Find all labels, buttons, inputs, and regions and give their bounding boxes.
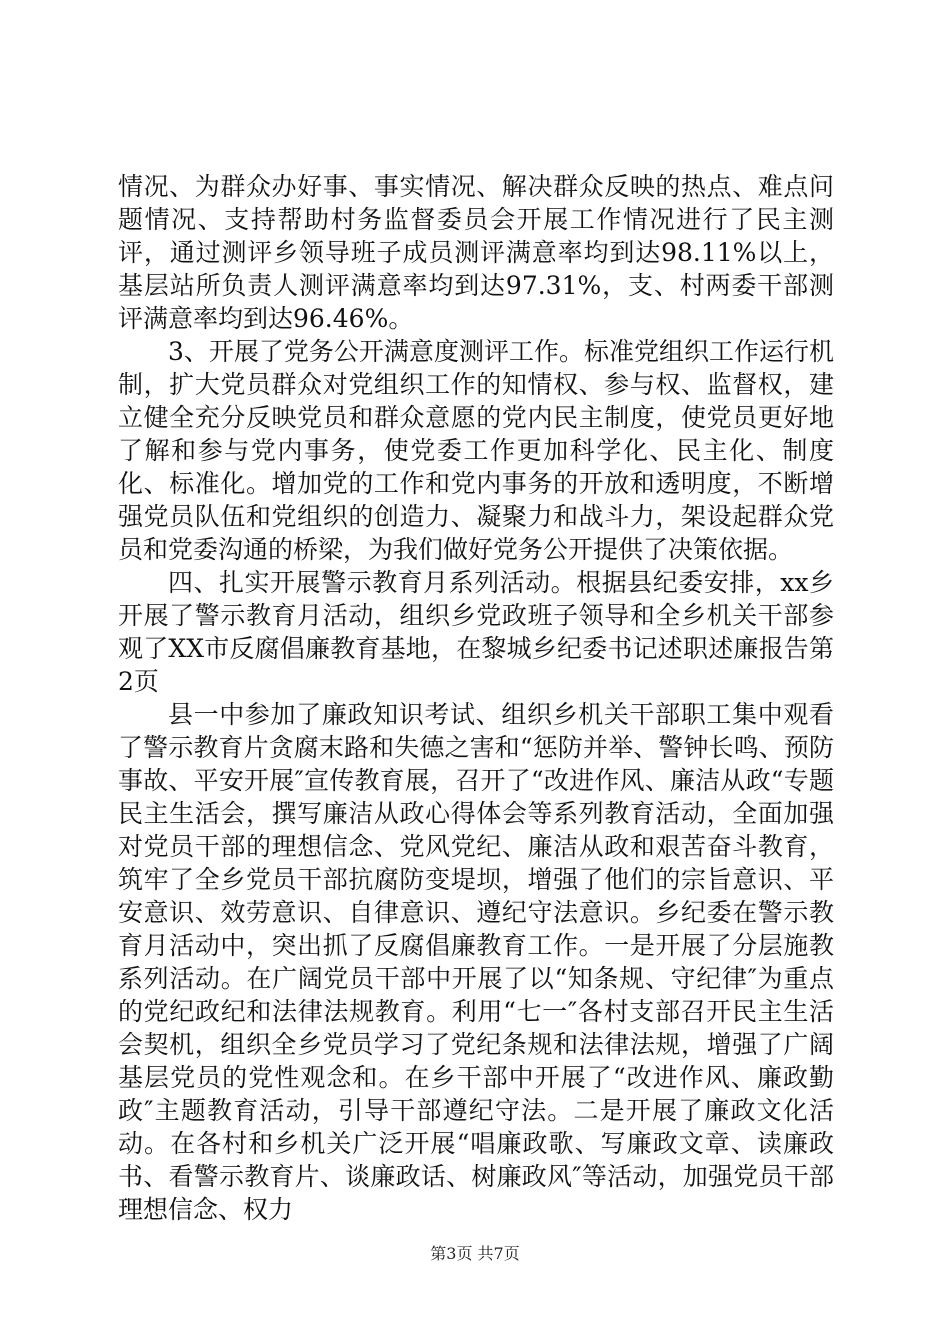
- paragraph-integrity-education: 县一中参加了廉政知识考试、组织乡机关干部职工集中观看了警示教育片贪腐末路和失德之害和“惩防并举、警钟长鸣、预防事故、平安开展″宣传教育展，召开了“改进作风、廉洁从政“专题民主生活会，撰写廉洁从政心得体会等系列教育活动，全面加强对党员干部的理想信念、党风党纪、廉洁从政和艰苦奋斗教育，筑牢了全乡党员干部抗腐防变堤坝，增强了他们的宗旨意识、平安意识、效劳意识、自律意识、遵纪守法意识。乡纪委在警示教育月活动中，突出抓了反腐倡廉教育工作。一是开展了分层施教系列活动。在广阔党员干部中开展了以“知条规、守纪律″为重点的党纪政纪和法律法规教育。利用“七一″各村支部召开民主生活会契机，组织全乡党员学习了党纪条规和法律法规，增强了广阔基层党员的党性观念和。在乡干部中开展了“改进作风、廉政勤政″主题教育活动，引导干部遵纪守法。二是开展了廉政文化活动。在各村和乡机关广泛开展“唱廉政歌、写廉政文章、读廉政书、看警示教育片、谈廉政话、树廉政风″等活动，加强党员干部理想信念、权力: [118, 700, 834, 1224]
- paragraph-warning-education-month: 四、扎实开展警示教育月系列活动。根据县纪委安排，xx乡开展了警示教育月活动，组织乡党政班子领导和全乡机关干部参观了XX市反腐倡廉教育基地，在黎城乡纪委书记述职述廉报告第2页: [118, 568, 834, 696]
- page-footer: [0, 1244, 950, 1264]
- document-body: [118, 170, 834, 1226]
- page-number-label: 第3页 共7页: [430, 1244, 520, 1263]
- paragraph-party-affairs-survey: 3、开展了党务公开满意度测评工作。标准党组织工作运行机制，扩大党员群众对党组织工作的知情权、参与权、监督权，建立健全充分反映党员和群众意愿的党内民主制度，使党员更好地了解和参与党内事务，使党委工作更加科学化、民主化、制度化、标准化。增加党的工作和党内事务的开放和透明度，不断增强党员队伍和党组织的创造力、凝聚力和战斗力，架设起群众党员和党委沟通的桥梁，为我们做好党务公开提供了决策依据。: [118, 337, 834, 564]
- paragraph-evaluation-results: 情况、为群众办好事、事实情况、解决群众反映的热点、难点问题情况、支持帮助村务监督委员会开展工作情况进行了民主测评，通过测评乡领导班子成员测评满意率均到达98.11%以上，基层站所负责人测评满意率均到达97.31%，支、村两委干部测评满意率均到达96.46%。: [118, 172, 834, 333]
